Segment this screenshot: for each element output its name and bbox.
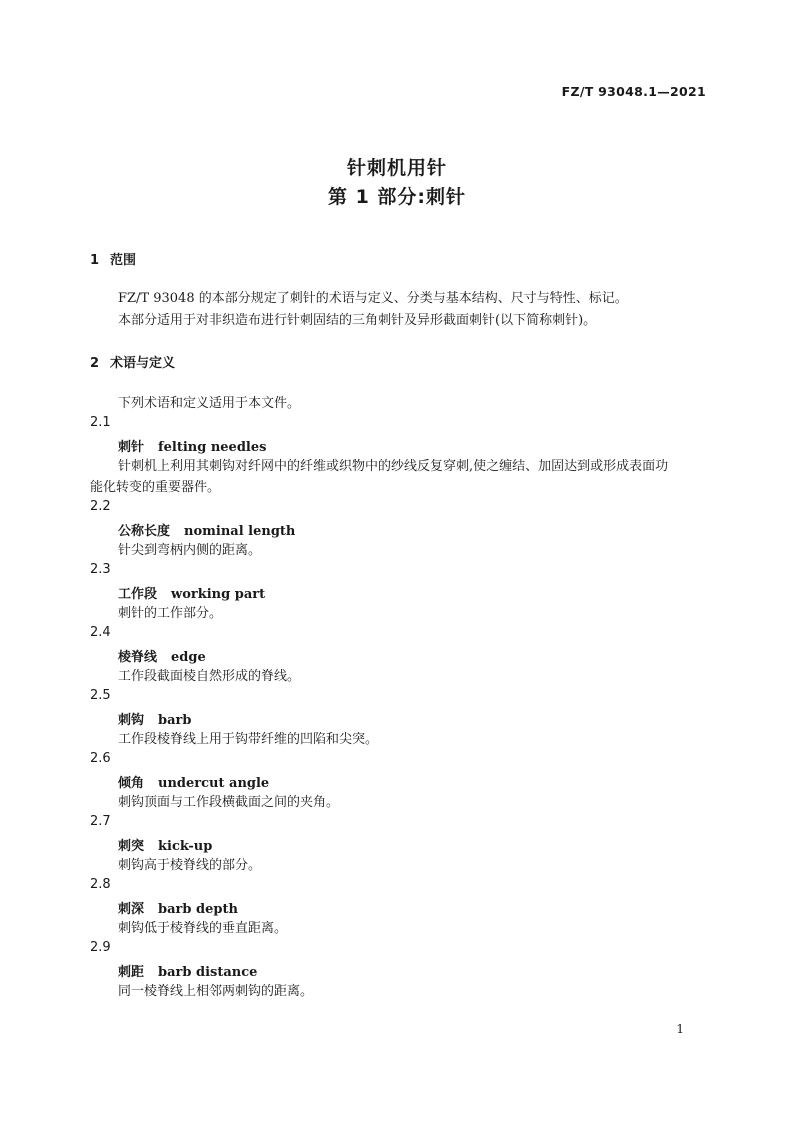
term-number: 2.3 xyxy=(90,562,111,577)
term-en: working part xyxy=(171,587,266,602)
term-heading xyxy=(118,898,238,917)
document-subtitle: 第 1 部分:刺针 xyxy=(327,186,467,208)
term-definition: 刺钩顶面与工作段横截面之间的夹角。 xyxy=(118,795,340,810)
term-number: 2.7 xyxy=(90,814,111,829)
term-zh: 刺突 xyxy=(118,839,145,854)
term-zh: 倾角 xyxy=(118,776,145,791)
term-definition: 针尖到弯柄内侧的距离。 xyxy=(118,543,262,558)
term-heading xyxy=(118,709,191,728)
term-en: undercut angle xyxy=(158,776,270,791)
section-number: 1 xyxy=(90,253,100,268)
term-en: barb xyxy=(158,713,192,728)
section-title: 范围 xyxy=(110,253,137,268)
term-number: 2.1 xyxy=(90,415,111,430)
term-definition: 刺钩低于棱脊线的垂直距离。 xyxy=(118,921,288,936)
term-definition-continued: 能化转变的重要器件。 xyxy=(90,480,221,495)
term-definition: 针刺机上利用其刺钩对纤网中的纤维或织物中的纱线反复穿刺,使之缠结、加固达到或形成表面功 xyxy=(118,459,669,474)
section-heading-terms xyxy=(90,352,175,371)
term-zh: 刺钩 xyxy=(118,713,145,728)
term-number: 2.4 xyxy=(90,625,111,640)
terms-intro: 下列术语和定义适用于本文件。 xyxy=(118,396,301,411)
term-definition: 工作段截面棱自然形成的脊线。 xyxy=(118,669,301,684)
term-zh: 工作段 xyxy=(118,587,158,602)
term-definition: 刺针的工作部分。 xyxy=(118,606,223,621)
term-heading xyxy=(118,520,295,539)
term-zh: 刺深 xyxy=(118,902,145,917)
document-title: 针刺机用针 xyxy=(346,157,447,179)
term-number: 2.2 xyxy=(90,499,111,514)
term-number: 2.5 xyxy=(90,688,111,703)
term-heading xyxy=(118,961,257,980)
term-heading xyxy=(118,772,269,791)
term-definition: 工作段棱脊线上用于钩带纤维的凹陷和尖突。 xyxy=(118,732,379,747)
term-zh: 公称长度 xyxy=(118,524,171,539)
term-number: 2.6 xyxy=(90,751,111,766)
term-en: nominal length xyxy=(184,524,296,539)
page-number: 1 xyxy=(676,1022,684,1036)
term-heading xyxy=(118,646,206,665)
scope-paragraph-1: FZ/T 93048 的本部分规定了刺针的术语与定义、分类与基本结构、尺寸与特性、标记。 xyxy=(118,291,628,306)
term-zh: 刺针 xyxy=(118,440,145,455)
term-zh: 棱脊线 xyxy=(118,650,158,665)
term-en: edge xyxy=(171,650,206,665)
term-en: kick-up xyxy=(158,839,213,854)
term-zh: 刺距 xyxy=(118,965,145,980)
term-en: felting needles xyxy=(158,440,267,455)
term-en: barb depth xyxy=(158,902,238,917)
scope-paragraph-2: 本部分适用于对非织造布进行针刺固结的三角刺针及异形截面刺针(以下简称刺针)。 xyxy=(118,313,597,328)
term-definition: 刺钩高于棱脊线的部分。 xyxy=(118,858,262,873)
term-definition: 同一棱脊线上相邻两刺钩的距离。 xyxy=(118,984,314,999)
term-heading xyxy=(118,436,266,455)
term-en: barb distance xyxy=(158,965,258,980)
term-heading xyxy=(118,583,265,602)
term-number: 2.9 xyxy=(90,940,111,955)
section-heading-scope xyxy=(90,249,136,268)
section-title: 术语与定义 xyxy=(110,356,176,371)
standard-code: FZ/T 93048.1—2021 xyxy=(561,84,706,99)
term-number: 2.8 xyxy=(90,877,111,892)
section-number: 2 xyxy=(90,356,100,371)
term-heading xyxy=(118,835,212,854)
